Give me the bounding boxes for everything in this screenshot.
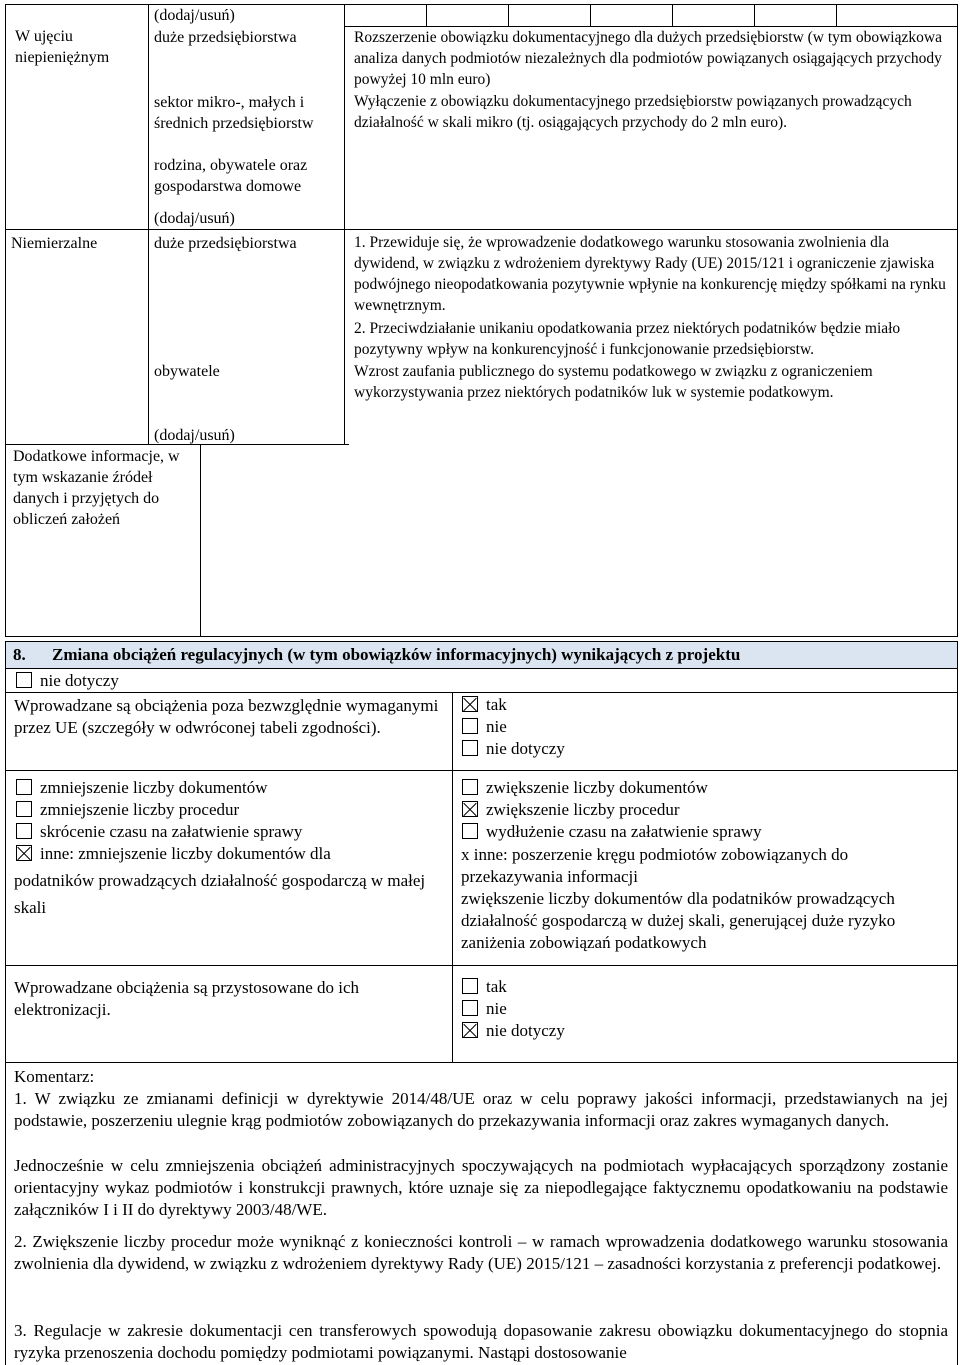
q1-option-na[interactable]: nie dotyczy bbox=[462, 738, 565, 760]
option-increase-procedures[interactable]: zwiększenie liczby procedur bbox=[462, 799, 680, 821]
checkbox-icon[interactable] bbox=[462, 718, 478, 734]
option-other-increase: x inne: poszerzenie kręgu podmiotów zobowiązanych do przekazywania informacji bbox=[461, 845, 849, 886]
q2-option-yes[interactable]: tak bbox=[462, 976, 507, 998]
comment-label: Komentarz: bbox=[14, 1067, 95, 1086]
additional-info-label: Dodatkowe informacje, w tym wskazanie źródeł danych i przyjętych do obliczeń założeń bbox=[13, 448, 180, 528]
row-label-unmeasurable: Niemierzalne bbox=[11, 235, 98, 252]
comment-1: 1. W związku ze zmianami definicji w dyrektywie 2014/48/UE oraz w celu poprawy jakości informacji, przedstawianych na jej podstawie, poszerzeniu ulegnie krąg podmiotów zobowiązanych do przekazywania informacji oraz zakres wymaganych danych. bbox=[14, 1089, 948, 1130]
q2-option-na[interactable]: nie dotyczy bbox=[462, 1020, 565, 1042]
checkbox-icon[interactable] bbox=[462, 740, 478, 756]
option-other-reduce-detail: podatników prowadzących działalność gospodarczą w małej skali bbox=[14, 871, 426, 917]
checkbox-icon[interactable] bbox=[462, 978, 478, 994]
group-sme: sektor mikro-, małych i średnich przedsiębiorstw bbox=[154, 94, 314, 132]
text-large-enterprises: Rozszerzenie obowiązku dokumentacyjnego dla dużych przedsiębiorstw (w tym obowiązkowa analiza danych podmiotów niezależnych dla podmiotów powiązanych osiągających przychody powyżej 10 mln euro) bbox=[354, 29, 942, 88]
text-unmeasurable: 1. Przewiduje się, że wprowadzenie dodatkowego warunku stosowania zwolnienia dla dywidend, w związku z wdrożeniem dyrektywy Rady (UE) 2015/121 i ograniczenie zjawiska podwójnego nieopodatkowania pozytywnie wpłynie na konkurencję między spółkami na rynku wewnętrznym. bbox=[354, 234, 946, 314]
checkbox-icon[interactable] bbox=[16, 779, 32, 795]
checkbox-icon[interactable] bbox=[16, 672, 32, 688]
group-citizens: obywatele bbox=[154, 363, 220, 380]
question-electronization: Wprowadzane obciążenia są przystosowane do ich elektronizacji. bbox=[14, 978, 360, 1019]
option-extend-time[interactable]: wydłużenie czasu na załatwienie sprawy bbox=[462, 821, 762, 843]
comment-3: 3. Regulacje w zakresie dokumentacji cen transferowych spowodują dopasowanie zakresu obowiązku dokumentacyjnego do stopnia ryzyka przenoszenia dochodu pomiędzy podmiotami powiązanymi. Nastąpi dostosowanie bbox=[14, 1321, 948, 1362]
option-other-reduce[interactable]: inne: zmniejszenie liczby dokumentów dla bbox=[16, 843, 331, 865]
option-reduce-procedures[interactable]: zmniejszenie liczby procedur bbox=[16, 799, 239, 821]
option-shorten-time[interactable]: skrócenie czasu na załatwienie sprawy bbox=[16, 821, 302, 843]
section-title: Zmiana obciążeń regulacyjnych (w tym obowiązków informacyjnych) wynikających z projektu bbox=[52, 645, 741, 664]
add-remove-link[interactable]: (dodaj/usuń) bbox=[154, 427, 235, 444]
group-family: rodzina, obywatele oraz gospodarstwa domowe bbox=[154, 157, 308, 195]
comment-1b: Jednocześnie w celu zmniejszenia obciążeń administracyjnych spoczywających na podmiotach wypłacających sporządzony zostanie orientacyjny wykaz podmiotów i konstrukcji prawnych, które uznaje się za niepodlegające faktycznemu opodatkowaniu na podstawie załączników I i II do dyrektywy 2003/48/WE. bbox=[14, 1156, 948, 1219]
add-remove-link[interactable]: (dodaj/usuń) bbox=[154, 210, 235, 227]
q1-option-no[interactable]: nie bbox=[462, 716, 507, 738]
checkbox-checked-icon[interactable] bbox=[462, 696, 478, 712]
section-number: 8. bbox=[13, 645, 26, 664]
checkbox-checked-icon[interactable] bbox=[16, 845, 32, 861]
comment-2: 2. Zwiększenie liczby procedur może wyniknąć z konieczności kontroli – w ramach wprowadzenia dodatkowego warunku stosowania zwolnienia dla dywidend, w związku z wdrożeniem dyrektywy Rady (UE) 2015/121 – zasadności korzystania z preferencji podatkowej. bbox=[14, 1232, 948, 1273]
text-unmeasurable-2: 2. Przeciwdziałanie unikaniu opodatkowania przez niektórych podatników będzie miało pozytywny wpływ na konkurencyjność i funkcjonowanie przedsiębiorstw. bbox=[354, 320, 901, 358]
q1-option-yes[interactable]: tak bbox=[462, 694, 507, 716]
checkbox-icon[interactable] bbox=[462, 823, 478, 839]
group-large-enterprises-2: duże przedsiębiorstwa bbox=[154, 235, 297, 252]
q2-option-no[interactable]: nie bbox=[462, 998, 507, 1020]
checkbox-icon[interactable] bbox=[462, 779, 478, 795]
row-label-non-monetary: W ujęciu niepieniężnym bbox=[15, 28, 110, 66]
group-large-enterprises: duże przedsiębiorstwa bbox=[154, 29, 297, 46]
checkbox-icon[interactable] bbox=[16, 801, 32, 817]
option-other-increase-detail: zwiększenie liczby dokumentów dla podatników prowadzących działalność gospodarczą w dużej skali, generującej duże ryzyko zaniżenia zobowiązań podatkowych bbox=[461, 889, 896, 952]
checkbox-icon[interactable] bbox=[16, 823, 32, 839]
text-citizens: Wzrost zaufania publicznego do systemu podatkowego w związku z ograniczeniem wykorzystywania przez niektórych podatników luk w systemie podatkowym. bbox=[354, 363, 873, 401]
option-reduce-documents[interactable]: zmniejszenie liczby dokumentów bbox=[16, 777, 268, 799]
option-increase-documents[interactable]: zwiększenie liczby dokumentów bbox=[462, 777, 708, 799]
checkbox-icon[interactable] bbox=[462, 1000, 478, 1016]
text-sme: Wyłączenie z obowiązku dokumentacyjnego przedsiębiorstw powiązanych prowadzących działalność w skali mikro (tj. osiągających przychody do 2 mln euro). bbox=[354, 93, 912, 131]
checkbox-checked-icon[interactable] bbox=[462, 1022, 478, 1038]
not-applicable-option[interactable]: nie dotyczy bbox=[16, 670, 119, 692]
checkbox-checked-icon[interactable] bbox=[462, 801, 478, 817]
question-beyond-eu: Wprowadzane są obciążenia poza bezwzględnie wymaganymi przez UE (szczegóły w odwróconej tabeli zgodności). bbox=[14, 696, 439, 737]
add-remove-link[interactable]: (dodaj/usuń) bbox=[154, 7, 235, 24]
